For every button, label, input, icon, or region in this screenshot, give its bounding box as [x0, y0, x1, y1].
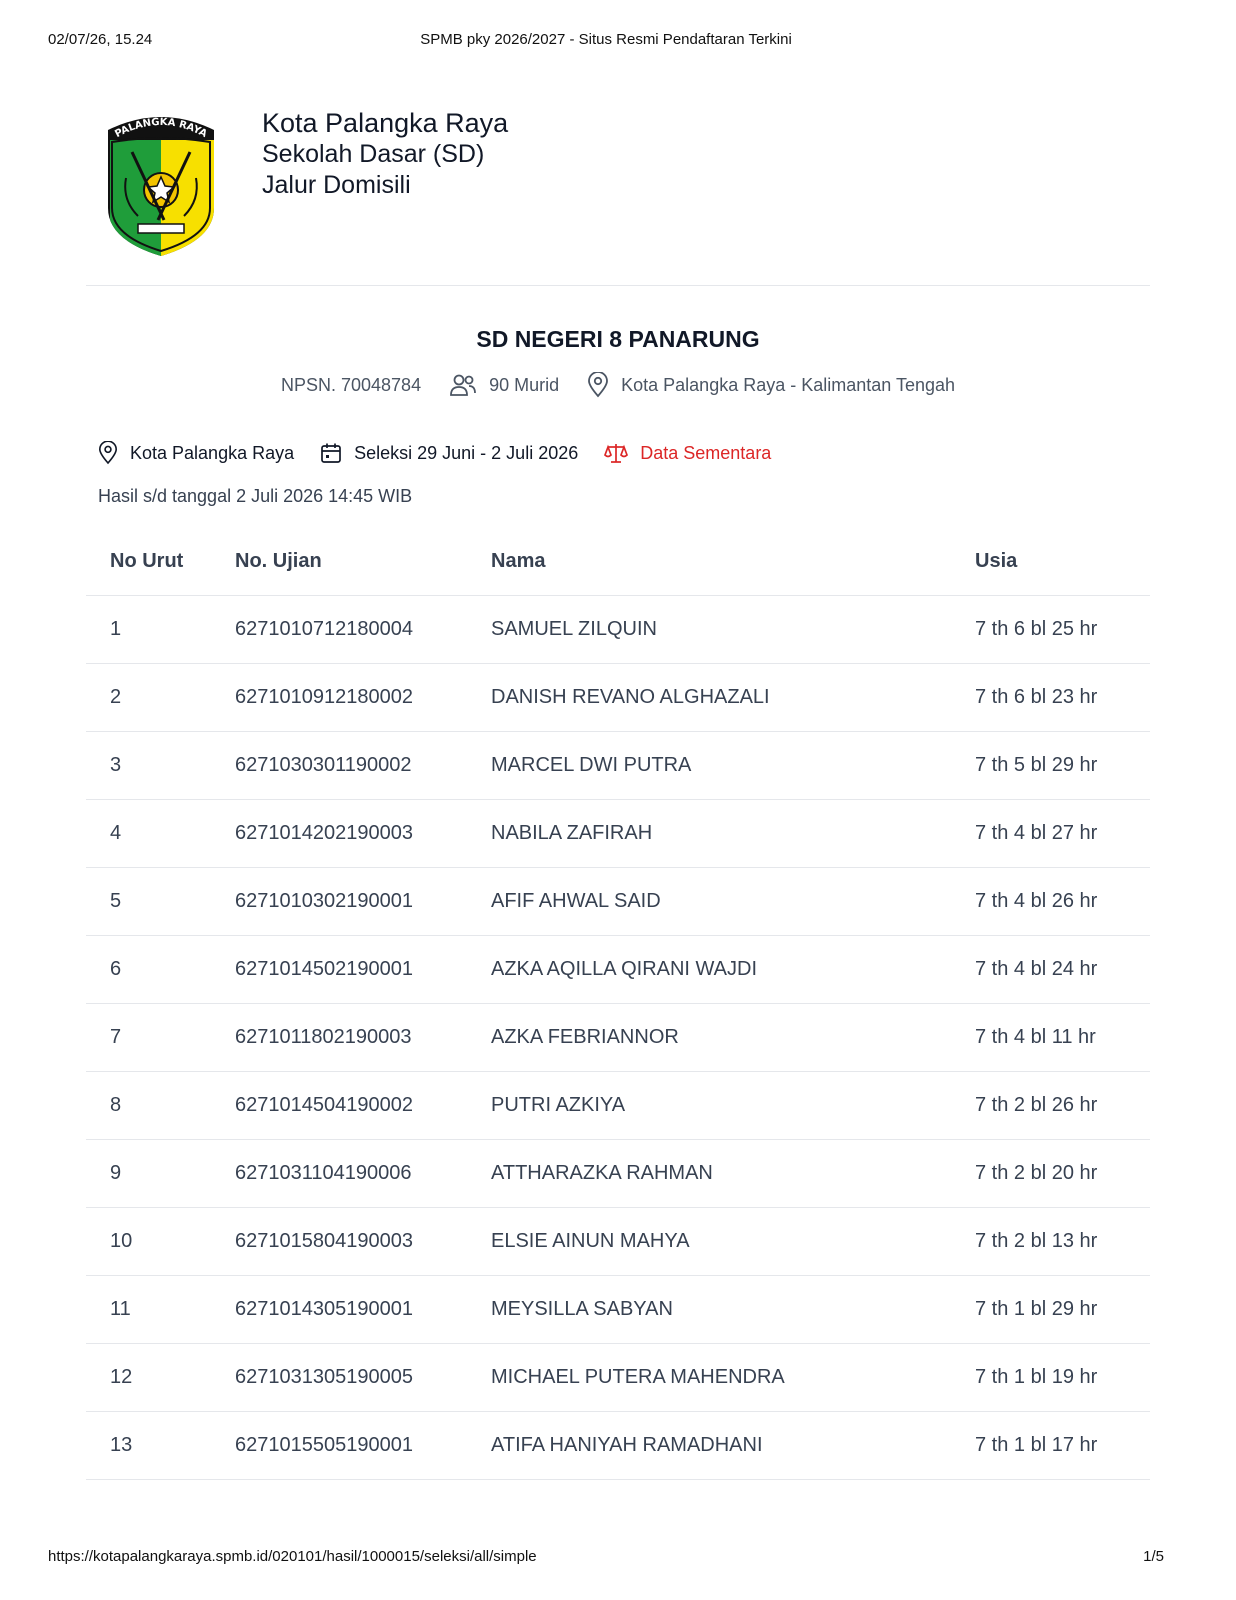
- table-row: [86, 664, 1150, 732]
- exam-number-cell: 6271014504190002: [235, 1072, 491, 1140]
- table-row: [86, 1412, 1150, 1480]
- name-cell: MARCEL DWI PUTRA: [491, 732, 975, 800]
- rank-cell: 1: [86, 596, 235, 664]
- table-header-row: [86, 527, 1150, 596]
- age-cell: 7 th 4 bl 27 hr: [975, 800, 1150, 868]
- rank-cell: 9: [86, 1140, 235, 1208]
- result-timestamp: Hasil s/d tanggal 2 Juli 2026 14:45 WIB: [98, 486, 413, 506]
- age-cell: 7 th 5 bl 29 hr: [975, 732, 1150, 800]
- name-cell: ATTHARAZKA RAHMAN: [491, 1140, 975, 1208]
- column-header-age: Usia: [975, 527, 1150, 596]
- name-cell: NABILA ZAFIRAH: [491, 800, 975, 868]
- age-cell: 7 th 4 bl 24 hr: [975, 936, 1150, 1004]
- table-row: [86, 1004, 1150, 1072]
- school-npsn: NPSN. 70048784: [280, 374, 422, 395]
- table-row: [86, 1344, 1150, 1412]
- page-url: https://kotapalangkaraya.spmb.id/020101/hasil/1000015/seleksi/all/simple: [48, 1548, 537, 1565]
- school-meta: [0, 372, 1236, 398]
- selection-info: [98, 441, 797, 465]
- exam-number-cell: 6271011802190003: [235, 1004, 491, 1072]
- column-header-rank: No Urut: [86, 527, 235, 596]
- rank-cell: 5: [86, 868, 235, 936]
- name-cell: AFIF AHWAL SAID: [491, 868, 975, 936]
- exam-number-cell: 6271031104190006: [235, 1140, 491, 1208]
- logo-text: PALANGKA RAYA: [113, 116, 209, 141]
- name-cell: AZKA FEBRIANNOR: [491, 1004, 975, 1072]
- name-cell: ATIFA HANIYAH RAMADHANI: [491, 1412, 975, 1480]
- print-header: [48, 31, 1164, 51]
- scale-icon: [604, 442, 628, 464]
- column-header-exam-number: No. Ujian: [235, 527, 491, 596]
- exam-number-cell: 6271010912180002: [235, 664, 491, 732]
- exam-number-cell: 6271030301190002: [235, 732, 491, 800]
- calendar-icon: [320, 442, 342, 464]
- name-cell: SAMUEL ZILQUIN: [491, 596, 975, 664]
- rank-cell: 4: [86, 800, 235, 868]
- school-location: [587, 372, 955, 398]
- users-icon: [449, 373, 477, 397]
- table-row: [86, 1208, 1150, 1276]
- city-name: Kota Palangka Raya: [262, 108, 509, 138]
- table-row: [86, 1072, 1150, 1140]
- region-text: Kota Palangka Raya: [130, 442, 295, 463]
- table-row: [86, 596, 1150, 664]
- rank-cell: 8: [86, 1072, 235, 1140]
- table-row: [86, 800, 1150, 868]
- name-cell: AZKA AQILLA QIRANI WAJDI: [491, 936, 975, 1004]
- exam-number-cell: 6271010302190001: [235, 868, 491, 936]
- rank-cell: 6: [86, 936, 235, 1004]
- school-level: Sekolah Dasar (SD): [262, 140, 485, 168]
- exam-number-cell: 6271010712180004: [235, 596, 491, 664]
- age-cell: 7 th 4 bl 11 hr: [975, 1004, 1150, 1072]
- location-text: Kota Palangka Raya - Kalimantan Tengah: [621, 374, 956, 395]
- admission-track: Jalur Domisili: [262, 171, 411, 199]
- age-cell: 7 th 2 bl 26 hr: [975, 1072, 1150, 1140]
- name-cell: PUTRI AZKIYA: [491, 1072, 975, 1140]
- data-status-text: Data Sementara: [640, 442, 772, 463]
- name-cell: DANISH REVANO ALGHAZALI: [491, 664, 975, 732]
- column-header-name: Nama: [491, 527, 975, 596]
- age-cell: 7 th 4 bl 26 hr: [975, 868, 1150, 936]
- selection-period-text: Seleksi 29 Juni - 2 Juli 2026: [354, 442, 579, 463]
- city-emblem-logo: [102, 108, 220, 258]
- map-pin-icon: [98, 441, 118, 465]
- age-cell: 7 th 1 bl 29 hr: [975, 1276, 1150, 1344]
- age-cell: 7 th 1 bl 19 hr: [975, 1344, 1150, 1412]
- school-students: [449, 373, 559, 397]
- school-name: SD NEGERI 8 PANARUNG: [476, 326, 760, 352]
- table-row: [86, 1276, 1150, 1344]
- name-cell: MICHAEL PUTERA MAHENDRA: [491, 1344, 975, 1412]
- students-count: 90 Murid: [489, 374, 560, 395]
- page-number: 1/5: [1143, 1548, 1164, 1565]
- print-datetime: 02/07/26, 15.24: [48, 31, 153, 48]
- rank-cell: 3: [86, 732, 235, 800]
- rank-cell: 10: [86, 1208, 235, 1276]
- age-cell: 7 th 2 bl 20 hr: [975, 1140, 1150, 1208]
- rank-cell: 7: [86, 1004, 235, 1072]
- exam-number-cell: 6271015505190001: [235, 1412, 491, 1480]
- data-status-info: [604, 442, 771, 464]
- map-pin-icon: [587, 372, 609, 398]
- rank-cell: 2: [86, 664, 235, 732]
- header-divider: [86, 285, 1150, 286]
- name-cell: MEYSILLA SABYAN: [491, 1276, 975, 1344]
- organization-heading: [262, 108, 508, 201]
- rank-cell: 12: [86, 1344, 235, 1412]
- age-cell: 7 th 2 bl 13 hr: [975, 1208, 1150, 1276]
- region-info: [98, 441, 294, 465]
- table-row: [86, 732, 1150, 800]
- selection-results-table: [86, 527, 1150, 1480]
- print-footer: [48, 1548, 1164, 1568]
- print-title: SPMB pky 2026/2027 - Situs Resmi Pendaftaran Terkini: [420, 31, 792, 48]
- exam-number-cell: 6271031305190005: [235, 1344, 491, 1412]
- table-row: [86, 936, 1150, 1004]
- exam-number-cell: 6271015804190003: [235, 1208, 491, 1276]
- selection-period-info: [320, 442, 578, 464]
- name-cell: ELSIE AINUN MAHYA: [491, 1208, 975, 1276]
- exam-number-cell: 6271014305190001: [235, 1276, 491, 1344]
- age-cell: 7 th 1 bl 17 hr: [975, 1412, 1150, 1480]
- table-row: [86, 868, 1150, 936]
- exam-number-cell: 6271014502190001: [235, 936, 491, 1004]
- rank-cell: 11: [86, 1276, 235, 1344]
- rank-cell: 13: [86, 1412, 235, 1480]
- age-cell: 7 th 6 bl 23 hr: [975, 664, 1150, 732]
- exam-number-cell: 6271014202190003: [235, 800, 491, 868]
- table-row: [86, 1140, 1150, 1208]
- age-cell: 7 th 6 bl 25 hr: [975, 596, 1150, 664]
